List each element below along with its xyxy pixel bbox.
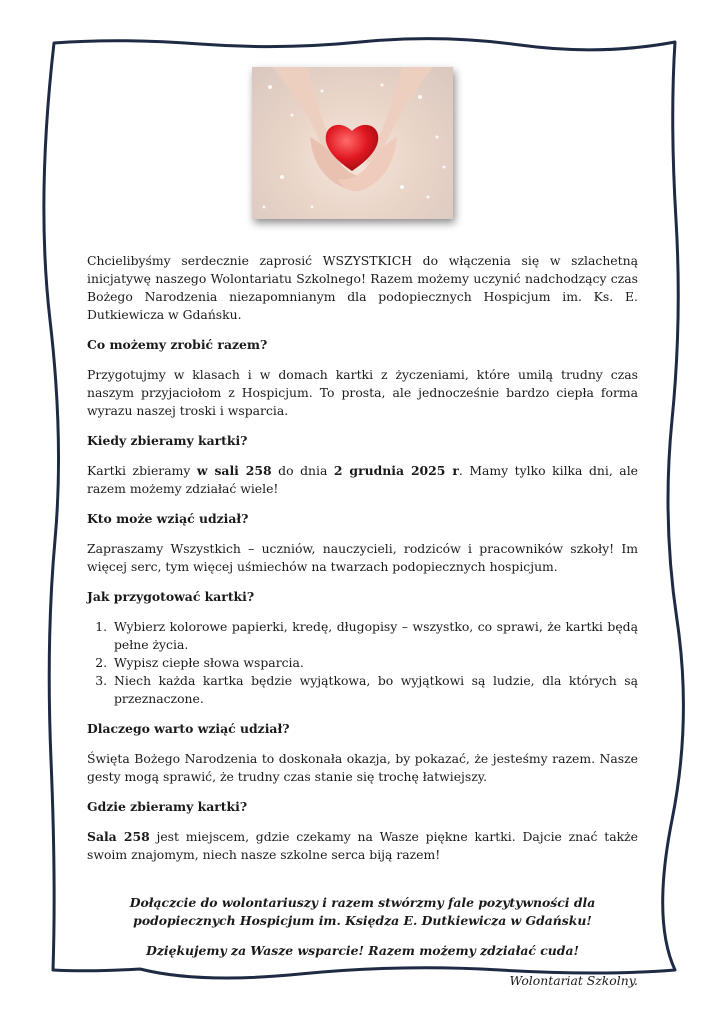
section-text-when: Kartki zbieramy w sali 258 do dnia 2 grudnia 2025 r. Mamy tylko kilka dni, ale razem możemy zdziałać wiele! [87,463,638,496]
list-item: 1. Wybierz kolorowe papierki, kredę, długopisy – wszystko, co sprawi, że kartki będą pełne życia. [111,618,638,654]
section-text-what: Przygotujmy w klasach i w domach kartki z życzeniami, które umilą trudny czas naszym przyjaciołom z Hospicjum. To prosta, ale jednocześnie bardzo ciepła forma wyrazu naszej troski i wsparcia. [87,367,638,418]
closing-invitation: Dołączcie do wolontariuszy i razem stwórzmy fale pozytywności dla podopiecznych Hospicjum im. Księdza E. Dutkiewicza w Gdańsku! [129,895,596,928]
section-text-who: Zapraszamy Wszystkich – uczniów, nauczycieli, rodziców i pracowników szkoły! Im więcej serc, tym więcej uśmiechów na twarzach podopiecznych hospicjum. [87,541,638,574]
section-heading-when: Kiedy zbieramy kartki? [87,433,248,448]
section-heading-who: Kto może wziąć udział? [87,511,249,526]
heart-in-hands-photo [252,67,453,219]
list-item: 3. Niech każda kartka będzie wyjątkowa, bo wyjątkowi są ludzie, dla których są przeznaczone. [111,672,638,708]
list-item: 2. Wypisz ciepłe słowa wsparcia. [111,654,638,672]
section-heading-why: Dlaczego warto wziąć udział? [87,721,290,736]
section-heading-what: Co możemy zrobić razem? [87,337,268,352]
steps-list [87,618,638,708]
closing-thanks: Dziękujemy za Wasze wsparcie! Razem możemy zdziałać cuda! [146,943,579,958]
section-text-why: Święta Bożego Narodzenia to doskonała okazja, by pokazać, że jesteśmy razem. Nasze gesty mogą sprawić, że trudny czas stanie się trochę łatwiejszy. [87,751,638,784]
signature: Wolontariat Szkolny. [509,973,638,988]
room-label: Sala 258 [87,829,150,844]
closing-block [87,894,638,960]
section-heading-how: Jak przygotować kartki? [87,589,255,604]
intro-paragraph: Chcielibyśmy serdecznie zaprosić WSZYSTKICH do włączenia się w szlachetną inicjatywę naszego Wolontariatu Szkolnego! Razem możemy uczynić nadchodzący czas Bożego Narodzenia niezapomnianym dla podopiecznych Hospicjum im. Ks. E. Dutkiewicza w Gdańsku. [87,253,638,322]
room-number: w sali 258 [196,463,272,478]
deadline-date: 2 grudnia 2025 r [333,463,459,478]
section-text-where: Sala 258 jest miejscem, gdzie czekamy na Wasze piękne kartki. Dajcie znać także swoim znajomym, niech nasze szkolne serca biją razem! [87,829,639,862]
section-heading-where: Gdzie zbieramy kartki? [87,799,248,814]
letter-body [87,252,638,1002]
